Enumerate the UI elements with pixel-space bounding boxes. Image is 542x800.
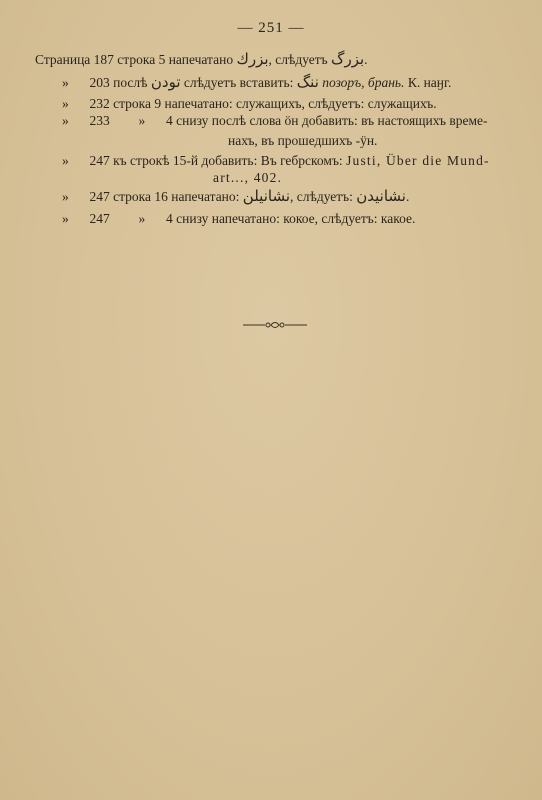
errata-text: К. наӈг. [404,75,452,90]
arabic-word: بزرگ [331,50,365,68]
errata-line-2 [62,73,451,91]
arabic-word: تودن [150,73,181,91]
errata-line-4 [62,113,488,129]
errata-text: 232 строка 9 напечатано: служащихъ, слѣдуетъ: служащихъ. [89,96,437,111]
ditto-mark: » [62,189,69,204]
arabic-word: نشانيلن [242,187,291,205]
errata-italic: позоръ, брань. [318,75,405,90]
ditto-mark: » [62,96,69,111]
ditto-mark: » [62,153,69,168]
errata-text: нахъ, въ прошедшихъ -ӱн. [228,133,378,148]
errata-text: . [405,189,410,204]
ditto-mark: » [62,211,69,226]
errata-line-5-cont [213,170,282,186]
errata-line-7 [62,211,415,227]
arabic-word: بزرك [236,50,269,68]
page-ref: 247 [89,211,110,226]
errata-line-5 [62,153,490,169]
errata-text: , слѣдуетъ [268,52,332,67]
errata-text: 247 къ строкѣ 15-й добавить: Въ гебрскомъ: [89,153,347,168]
errata-line-6 [62,187,409,205]
errata-text: Страница 187 строка 5 напечатано [35,52,237,67]
errata-line-3 [62,96,437,112]
errata-text: 203 послѣ [89,75,151,90]
errata-text: слѣдуетъ вставить: [180,75,297,90]
arabic-word: ننگ [296,73,319,91]
ornament-divider [243,319,307,331]
errata-text: 4 снизу послѣ слова ӧн добавить: въ настоящихъ време- [166,113,488,128]
arabic-word: نشانيدن [356,187,406,205]
errata-text: , слѣдуетъ: [290,189,357,204]
errata-line-1 [35,50,368,68]
page-ref: 233 [89,113,110,128]
errata-spaced: Justi, Über die Mund- [346,153,490,168]
page-number: — 251 — [237,20,305,36]
errata-text: 247 строка 16 напечатано: [89,189,243,204]
ditto-mark: » [138,113,146,128]
errata-text: . [364,52,368,67]
errata-text: 4 снизу напечатано: кокое, слѣдуетъ: какое. [166,211,416,226]
ditto-mark: » [138,211,146,226]
errata-text: art..., 402. [213,170,283,185]
errata-line-4-cont [228,133,377,149]
ditto-mark: » [62,75,69,90]
ditto-mark: » [62,113,69,128]
